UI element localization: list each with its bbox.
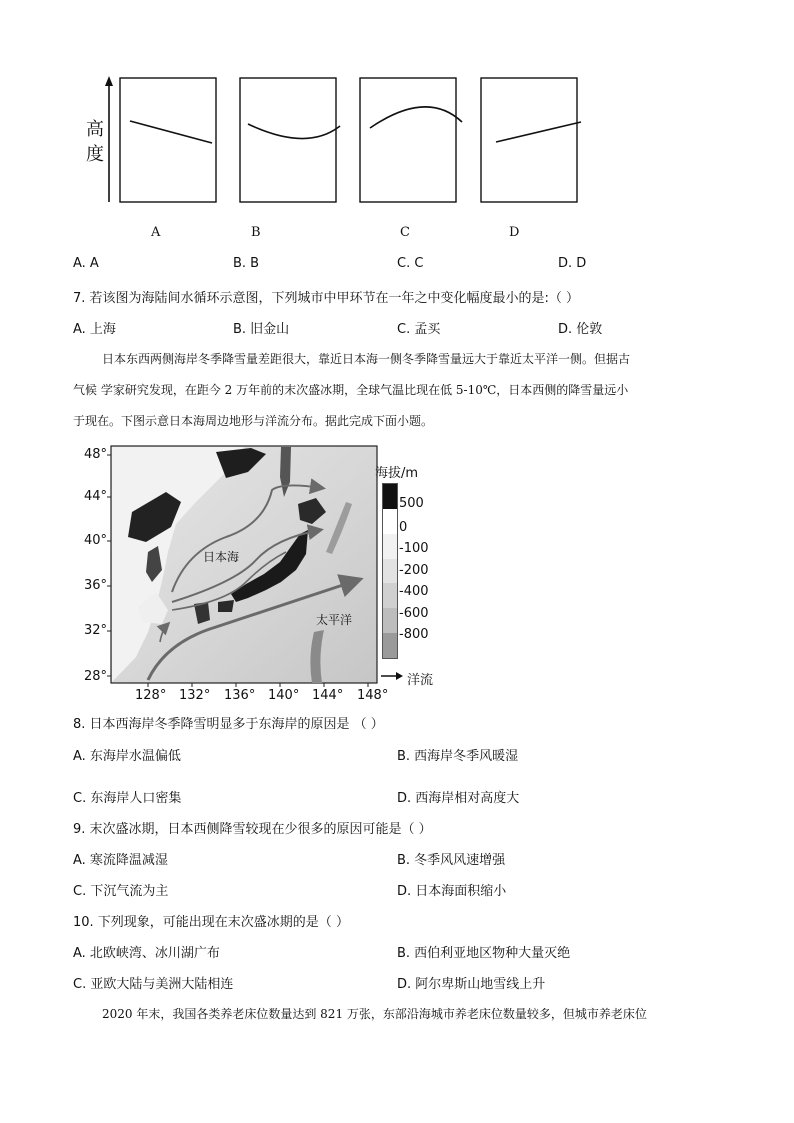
- q10-option-c[interactable]: C. 亚欧大陆与美洲大陆相连: [73, 977, 234, 992]
- legend-swatch: [383, 534, 397, 559]
- q9-option-c[interactable]: C. 下沉气流为主: [73, 884, 169, 899]
- panel-b: [240, 78, 336, 202]
- q9-option-a[interactable]: A. 寒流降温减湿: [73, 853, 168, 868]
- passage1-line1: 日本东西两侧海岸冬季降雪量差距很大，靠近日本海一侧冬季降雪量远大于靠近太平洋一侧。但据古: [102, 352, 631, 366]
- q6-option-b[interactable]: B. B: [233, 256, 260, 271]
- legend-swatch: [383, 559, 397, 584]
- q9-option-d[interactable]: D. 日本海面积缩小: [397, 884, 507, 899]
- q9-stem: 9. 末次盛冰期，日本西侧降雪较现在少很多的原因可能是（ ）: [73, 822, 432, 837]
- panel-label-c: C: [400, 225, 410, 240]
- q8-option-b[interactable]: B. 西海岸冬季风暖湿: [397, 749, 519, 764]
- lat-label-32: 32°: [84, 623, 108, 638]
- lon-label-148: 148°: [357, 688, 389, 703]
- q10-stem: 10. 下列现象，可能出现在末次盛冰期的是（ ）: [73, 915, 349, 930]
- panel-label-a: A: [151, 225, 161, 240]
- panel-label-b: B: [251, 225, 261, 240]
- legend-swatch: [383, 633, 397, 658]
- q10-option-b[interactable]: B. 西伯利亚地区物种大量灭绝: [397, 946, 571, 961]
- legend-current-label: 洋流: [407, 673, 434, 688]
- passage1-line3: 于现在。下图示意日本海周边地形与洋流分布。据此完成下面小题。: [73, 414, 434, 428]
- y-label-char-2: 度: [86, 144, 104, 165]
- lat-label-28: 28°: [84, 669, 108, 684]
- legend-0: 0: [399, 520, 408, 535]
- pacific-label: 太平洋: [316, 613, 353, 627]
- q8-option-c[interactable]: C. 东海岸人口密集: [73, 791, 182, 806]
- q10-option-a[interactable]: A. 北欧峡湾、冰川湖广布: [73, 946, 220, 961]
- q8-option-d[interactable]: D. 西海岸相对高度大: [397, 791, 520, 806]
- lon-label-132: 132°: [179, 688, 211, 703]
- y-label-char-1: 高: [86, 119, 104, 140]
- legend-bar: [382, 483, 398, 659]
- legend-500: 500: [399, 496, 424, 511]
- legend-current-arrow-icon: [380, 669, 404, 687]
- q7-stem: 7. 若该图为海陆间水循环示意图，下列城市中甲环节在一年之中变化幅度最小的是:（ ）: [73, 291, 580, 306]
- q8-stem: 8. 日本西海岸冬季降雪明显多于东海岸的原因是 （ ）: [73, 717, 384, 732]
- q6-option-a[interactable]: A. A: [73, 256, 99, 271]
- legend-swatch: [383, 484, 397, 509]
- q6-option-d[interactable]: D. D: [558, 256, 587, 271]
- panel-label-d: D: [509, 225, 520, 240]
- legend-title: 海拔/m: [375, 466, 419, 481]
- panel-b-curve: [248, 124, 340, 139]
- legend-swatch: [383, 608, 397, 633]
- q6-option-c[interactable]: C. C: [397, 256, 424, 271]
- q7-option-a[interactable]: A. 上海: [73, 322, 116, 337]
- panel-a-curve: [130, 121, 212, 143]
- q7-option-d[interactable]: D. 伦敦: [558, 322, 603, 337]
- lon-label-128: 128°: [135, 688, 167, 703]
- q8-option-a[interactable]: A. 东海岸水温偏低: [73, 749, 181, 764]
- legend-swatch: [383, 509, 397, 534]
- legend-minus100: -100: [399, 541, 429, 556]
- panel-c: [360, 78, 456, 202]
- lat-label-40: 40°: [84, 533, 108, 548]
- shikoku: [218, 600, 234, 612]
- legend-minus200: -200: [399, 563, 429, 578]
- panel-d-curve: [496, 122, 581, 142]
- lon-label-140: 140°: [268, 688, 300, 703]
- legend-minus400: -400: [399, 584, 429, 599]
- height-figure: [82, 74, 602, 206]
- passage2-line1: 2020 年末，我国各类养老床位数量达到 821 万张，东部沿海城市养老床位数量较多，但城市养老床位: [102, 1007, 647, 1021]
- q7-option-b[interactable]: B. 旧金山: [233, 322, 290, 337]
- legend-minus600: -600: [399, 606, 429, 621]
- lon-label-136: 136°: [224, 688, 256, 703]
- panel-d: [481, 78, 577, 202]
- lat-label-48: 48°: [84, 447, 108, 462]
- lat-label-44: 44°: [84, 489, 108, 504]
- legend-minus800: -800: [399, 627, 429, 642]
- y-axis-arrow-icon: [105, 76, 113, 86]
- legend-swatch: [383, 583, 397, 608]
- q10-option-d[interactable]: D. 阿尔卑斯山地雪线上升: [397, 977, 546, 992]
- legend-swatches: [383, 484, 397, 658]
- sea-of-japan-label: 日本海: [203, 550, 240, 564]
- lon-label-144: 144°: [312, 688, 344, 703]
- q9-option-b[interactable]: B. 冬季风风速增强: [397, 853, 506, 868]
- height-figure-svg: [82, 74, 602, 206]
- passage1-line2: 气候 学家研究发现，在距今 2 万年前的末次盛冰期，全球气温比现在低 5-10℃，日本西侧的降雪量远小: [73, 383, 629, 397]
- panel-c-curve: [370, 107, 462, 128]
- lat-label-36: 36°: [84, 578, 108, 593]
- q7-option-c[interactable]: C. 孟买: [397, 322, 441, 337]
